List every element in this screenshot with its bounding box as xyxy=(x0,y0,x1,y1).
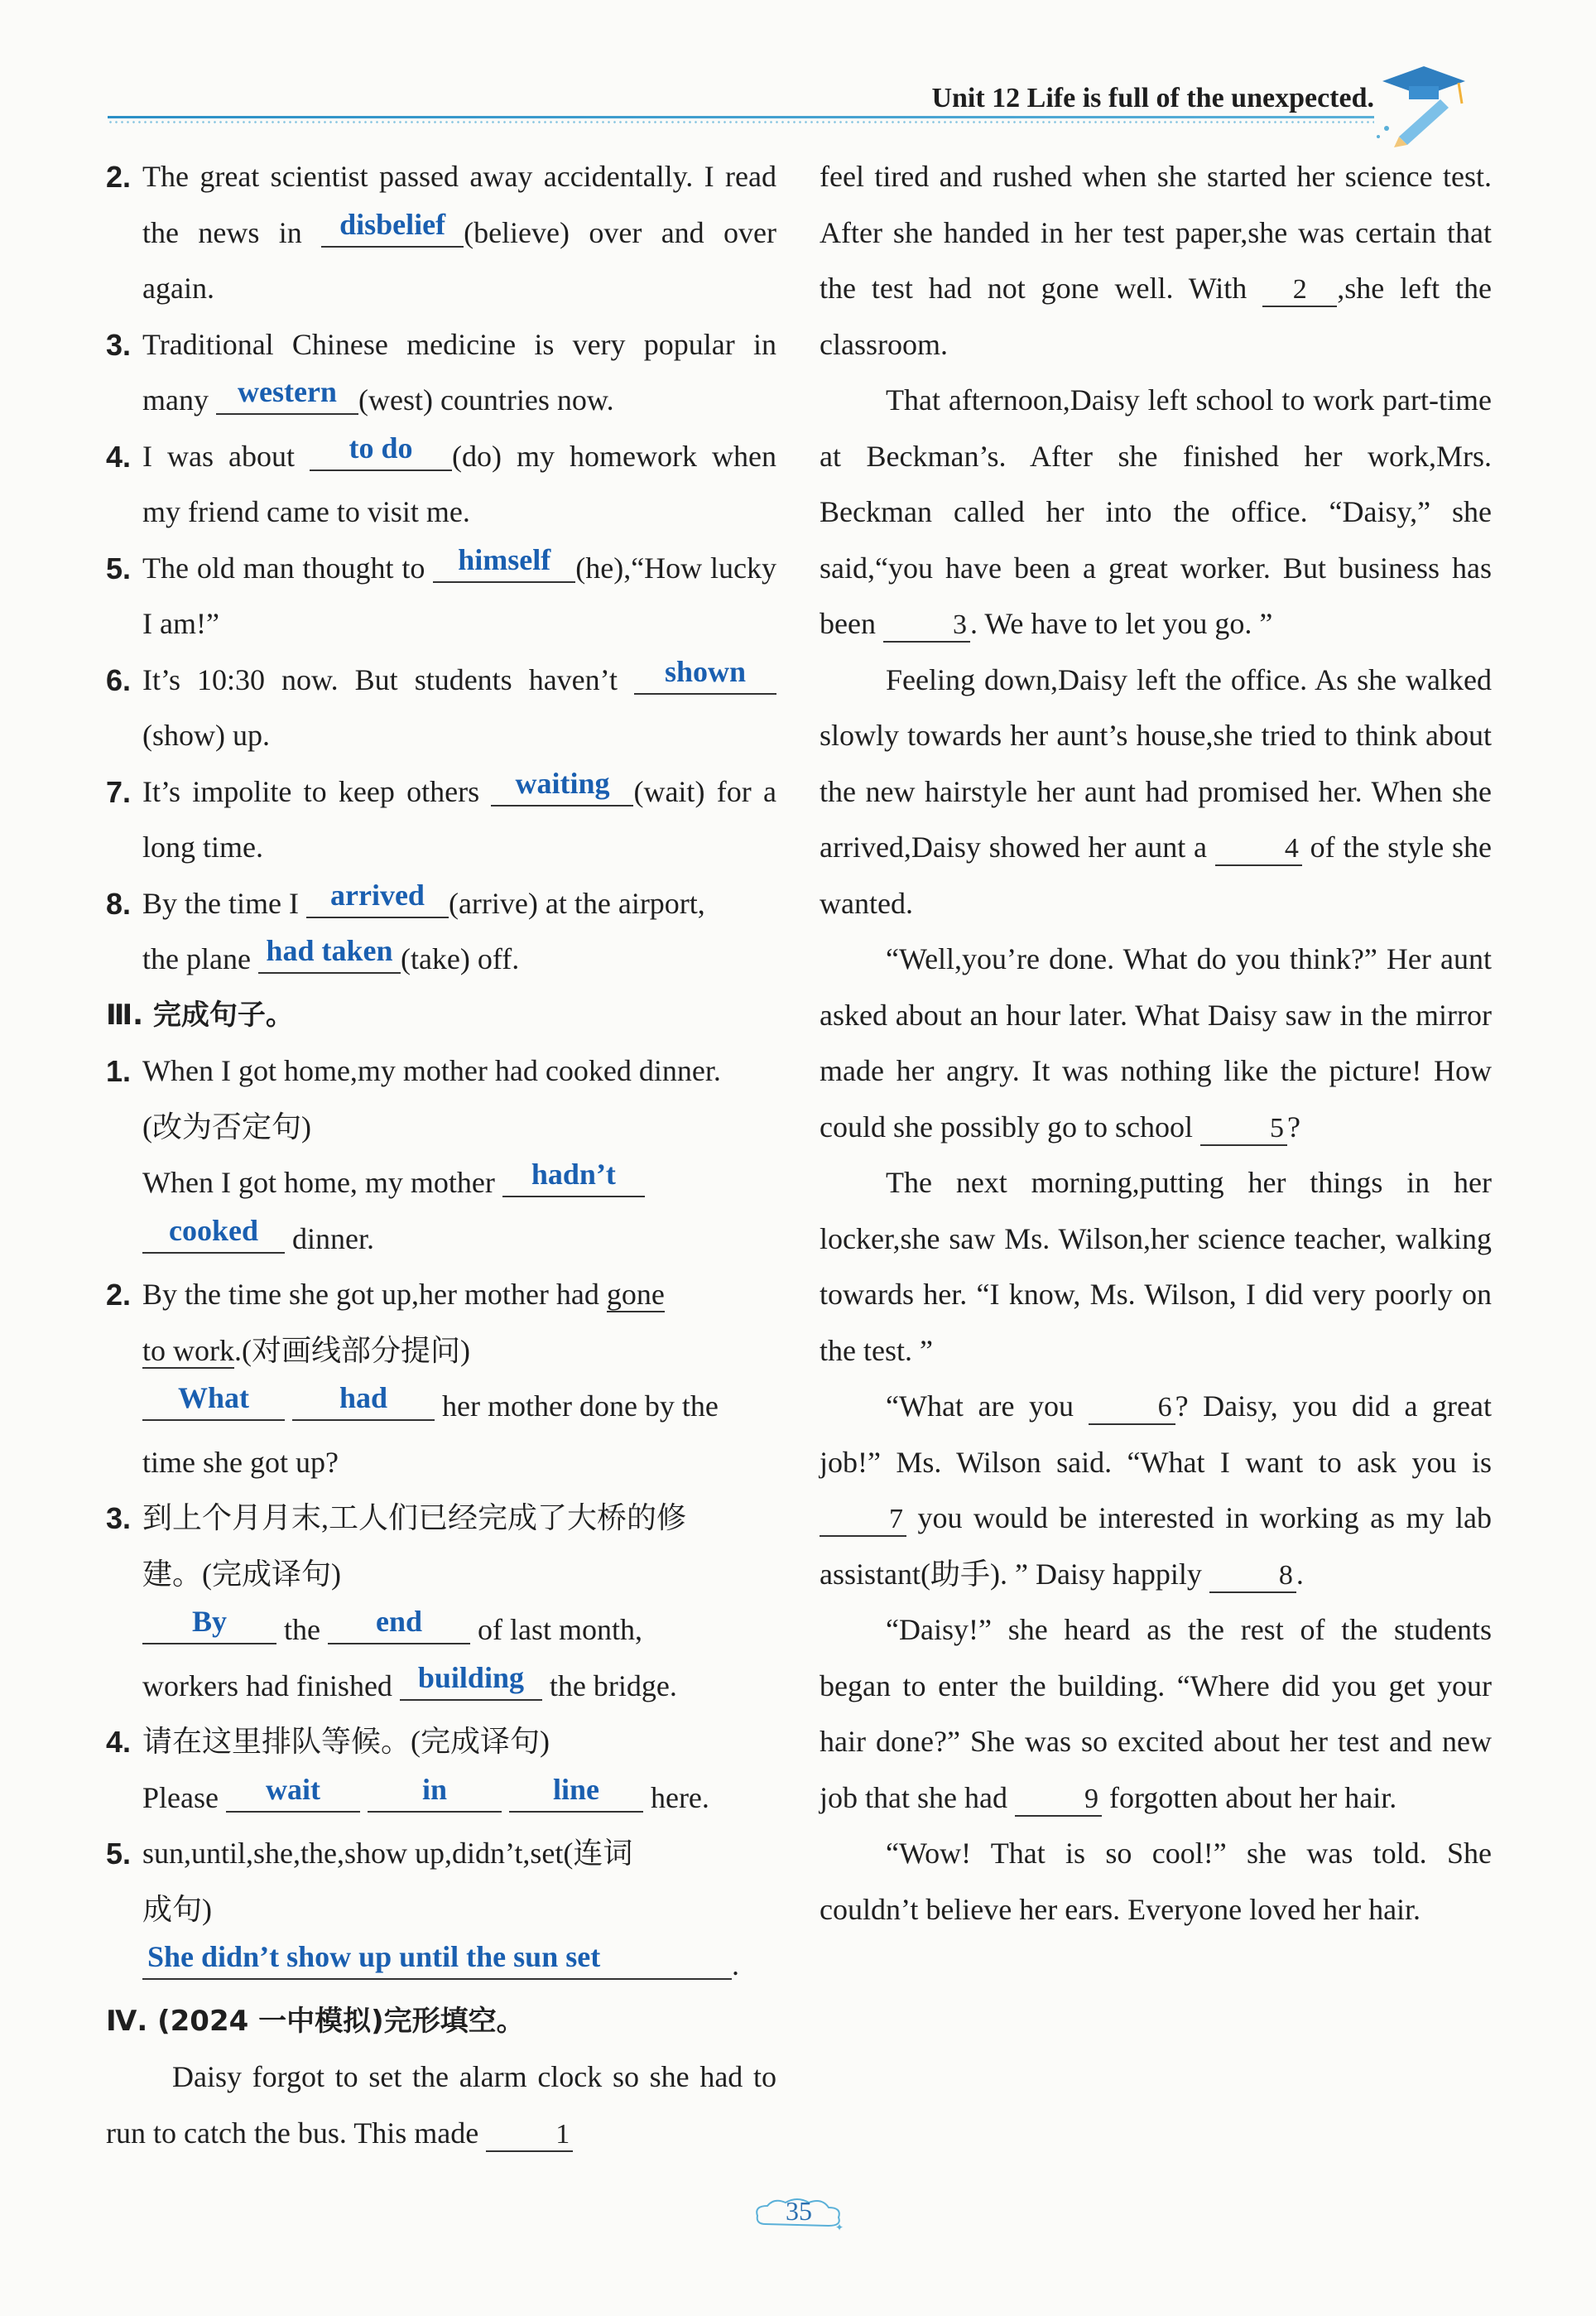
sentence-item-1: 1. When I got home,my mother had cooked dinner. (改为否定句) When I got home, my mother hadn’t cooked dinner. xyxy=(106,1054,721,1255)
answer-blank[interactable]: shown xyxy=(634,662,776,695)
exercise-item-2: 2. The great scientist passed away accidentally. I read the news in disbelief (believe) over and over again. xyxy=(106,160,777,305)
exercise-item-8: 8. By the time I arrived (arrive) at the airport, the plane had taken (take) off. xyxy=(106,878,705,975)
section-4-title: Ⅳ. (2024 一中模拟)完形填空。 xyxy=(106,2004,525,2038)
page-header xyxy=(108,76,1498,126)
header-rule xyxy=(108,116,1374,118)
cloze-paragraph-7: “Daisy!” she heard as the rest of the students began to enter the building. “Where did you get your hair done?” She was so excited about her test and new job that she had 9 forgotten about her hair. xyxy=(820,1602,1492,1826)
answer-blank[interactable]: to do xyxy=(310,438,452,471)
answer-blank[interactable]: cooked xyxy=(142,1221,285,1254)
exercise-item-3: 3. Traditional Chinese medicine is very popular in many western (west) countries now. xyxy=(106,327,776,416)
cloze-blank-6[interactable]: 6 xyxy=(1089,1394,1175,1425)
exercise-item-6: 6. It’s 10:30 now. But students haven’t shown(show) up. xyxy=(106,652,776,764)
answer-blank[interactable]: waiting xyxy=(491,773,633,807)
answer-blank[interactable]: What xyxy=(142,1388,285,1421)
cloze-paragraph-1: feel tired and rushed when she started her science test. After she handed in her test paper,she was certain that the test had not gone well. With 2 ,she left the classroom. xyxy=(820,160,1492,361)
cloze-blank-9[interactable]: 9 xyxy=(1015,1785,1102,1817)
answer-blank[interactable]: line xyxy=(509,1779,643,1813)
cloze-paragraph-6: “What are you 6 ? Daisy, you did a great job!” Ms. Wilson said. “What I want to ask you is 7 you would be interested in working as my lab assistant(助手). ” Daisy happily 8 . xyxy=(820,1379,1492,1602)
unit-title: Unit 12 Life is full of the unexpected. xyxy=(931,83,1374,113)
answer-blank[interactable]: hadn’t xyxy=(502,1164,645,1197)
answer-blank[interactable]: western xyxy=(216,382,358,415)
cloze-blank-4[interactable]: 4 xyxy=(1215,835,1302,866)
section-3-title: Ⅲ. 完成句子。 xyxy=(106,998,294,1032)
answer-blank[interactable]: himself xyxy=(433,550,575,583)
cloze-paragraph-3: Feeling down,Daisy left the office. As she walked slowly towards her aunt’s house,she tried to think about the new hairstyle her aunt had promised her. When she arrived,Daisy showed her aunt a 4 of the style she wanted. xyxy=(820,662,1493,920)
answer-blank[interactable]: By xyxy=(142,1611,276,1644)
cloze-paragraph-5: The next morning,putting her things in her locker,she saw Ms. Wilson,her science teacher, walking towards her. “I know, Ms. Wilson, I did very poorly on the test. ” xyxy=(820,1166,1492,1367)
cloze-blank-5[interactable]: 5 xyxy=(1200,1115,1287,1146)
cloze-blank-7[interactable]: 7 xyxy=(820,1505,906,1537)
cloze-paragraph-2: That afternoon,Daisy left school to work part-time at Beckman’s. After she finished her work,Mrs. Beckman called her into the office. “Daisy,” she said,“you have been a great worker. But business has been 3 . We have to let you go. ” xyxy=(820,373,1492,652)
answer-blank[interactable]: had taken xyxy=(258,941,401,974)
right-column xyxy=(820,149,1492,1938)
sentence-item-4: 4. 请在这里排队等候。(完成译句) Please wait in line here. xyxy=(106,1725,709,1814)
answer-blank[interactable]: in xyxy=(368,1779,502,1813)
graduation-cap-pencil-icon xyxy=(1366,58,1482,149)
cloze-blank-2[interactable]: 2 xyxy=(1262,276,1337,307)
header-dotted-rule xyxy=(108,121,1374,123)
exercise-item-7: 7. It’s impolite to keep others waiting (wait) for a long time. xyxy=(106,766,776,864)
answer-blank[interactable]: had xyxy=(292,1388,435,1421)
cloze-blank-1[interactable]: 1 xyxy=(486,2121,573,2152)
answer-blank[interactable]: disbelief xyxy=(321,214,464,248)
answer-blank[interactable]: She didn’t show up until the sun set xyxy=(142,1947,732,1980)
sentence-item-2: 2. By the time she got up,her mother had gone to work.(对画线部分提问) What had her mother done by the time she got up? xyxy=(106,1278,719,1479)
cloze-blank-8[interactable]: 8 xyxy=(1209,1562,1296,1593)
answer-blank[interactable]: wait xyxy=(226,1779,360,1813)
sentence-item-3: 3. 到上个月月末,工人们已经完成了大桥的修 建。(完成译句) By the end of last month, workers had finished building the bridge. xyxy=(106,1501,687,1702)
cloze-paragraph-4: “Well,you’re done. What do you think?” Her aunt asked about an hour later. What Daisy saw in the mirror made her angry. It was nothing like the picture! How could she possibly go to school 5 ? xyxy=(820,932,1492,1155)
answer-blank[interactable]: end xyxy=(328,1611,470,1644)
sentence-item-5: 5. sun,until,she,the,show up,didn’t,set(连词 成句) She didn’t show up until the sun set . xyxy=(106,1837,739,1981)
answer-blank[interactable]: arrived xyxy=(306,885,449,918)
cloze-paragraph-8: “Wow! That is so cool!” she was told. She couldn’t believe her ears. Everyone loved her hair. xyxy=(820,1837,1492,1926)
svg-text:✦: ✦ xyxy=(835,2222,844,2233)
page-number: ✦ 35 xyxy=(749,2193,848,2234)
exercise-item-5: 5. The old man thought to himself (he),“How lucky I am!” xyxy=(106,542,776,640)
exercise-item-4: 4. I was about to do (do) my homework when my friend came to visit me. xyxy=(106,431,777,528)
cloze-blank-3[interactable]: 3 xyxy=(883,611,970,643)
answer-blank[interactable]: building xyxy=(400,1668,542,1701)
cloze-paragraph-start: Daisy forgot to set the alarm clock so she had to run to catch the bus. This made 1 xyxy=(106,2049,776,2161)
left-column xyxy=(106,149,776,2161)
